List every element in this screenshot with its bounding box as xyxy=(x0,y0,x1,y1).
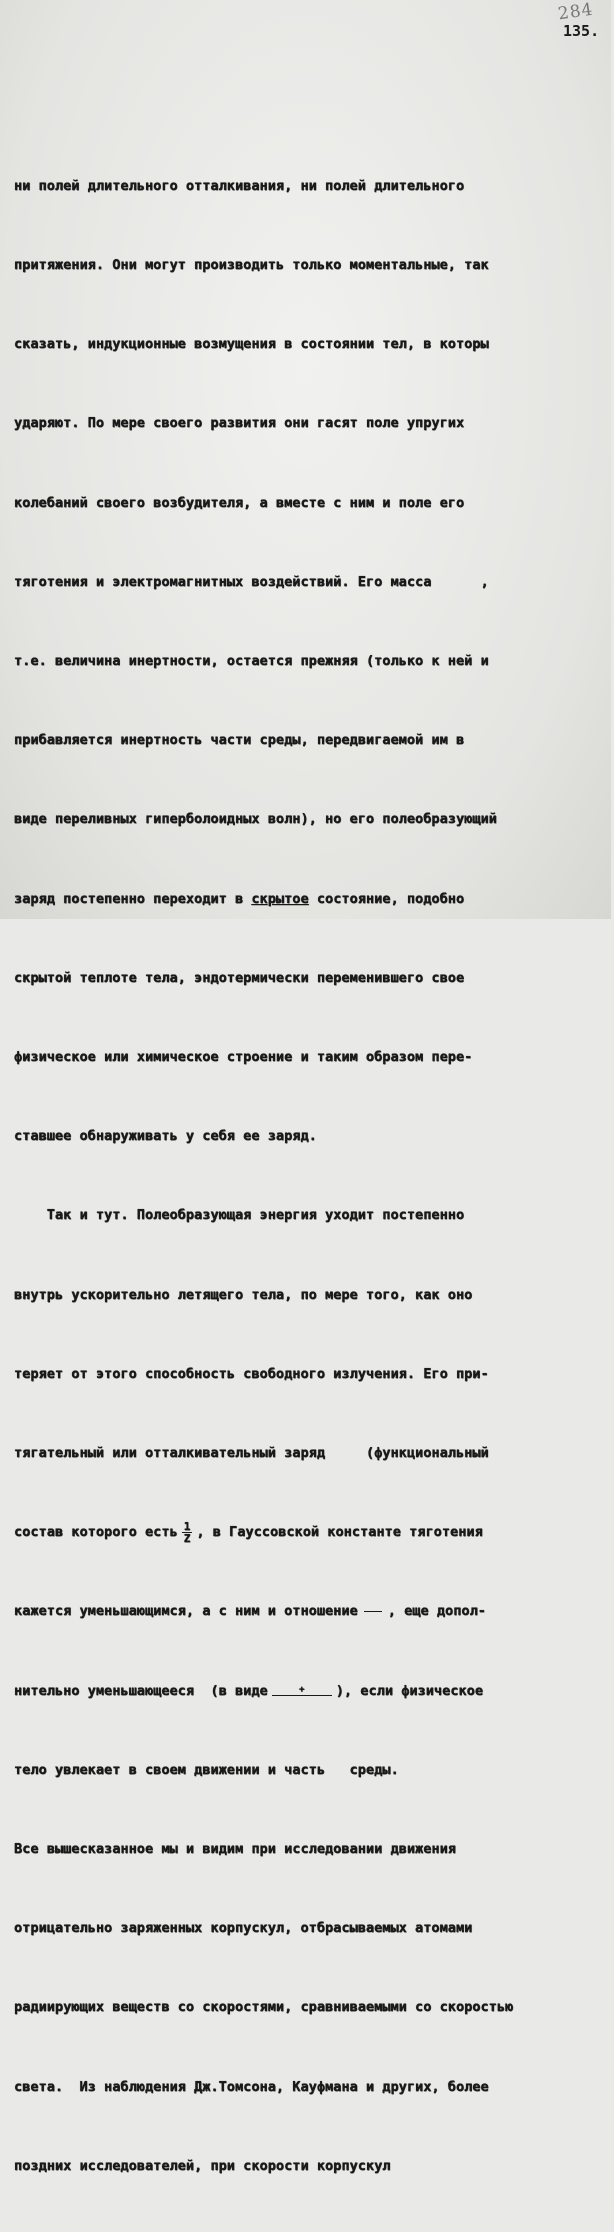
text-line: радиирующих веществ со скоростями, сравниваемыми со скоростью xyxy=(14,1999,514,2016)
text-fragment: заряд постепенно переходит в xyxy=(14,890,252,907)
fraction-denominator: Z xyxy=(183,1531,191,1545)
page-number: 135. xyxy=(563,22,600,40)
text-line: отрицательно заряженных корпускул, отбрасываемых атомами xyxy=(14,1920,473,1937)
body-text xyxy=(14,120,614,2232)
text-line: тяготения и электромагнитных воздействий. Его масса , xyxy=(14,573,489,590)
text-line: теряет от этого способность свободного излучения. Его при- xyxy=(14,1365,489,1382)
text-line: тело увлекает в своем движении и часть среды. xyxy=(14,1761,399,1778)
text-line: сказать, индукционные возмущения в состоянии тел, в которы xyxy=(14,336,489,353)
text-line: света. Из наблюдения Дж.Томсона, Кауфмана и других, более xyxy=(14,2078,489,2095)
text-line: ударяют. По мере своего развития они гасят поле упругих xyxy=(14,415,465,432)
text-line: Все вышесказанное мы и видим при исследовании движения xyxy=(14,1841,456,1858)
blank-fraction-line: + xyxy=(272,1686,332,1696)
text-fragment: ), если физическое xyxy=(335,1682,484,1699)
text-fragment: состав которого есть xyxy=(14,1524,178,1541)
text-line: поздних исследователей, при скорости корпускул xyxy=(14,2157,391,2174)
text-fragment: , еще допол- xyxy=(387,1603,486,1620)
underlined-word: скрытое xyxy=(251,890,309,907)
text-fragment: кажется уменьшающимся, а с ним и отношение xyxy=(14,1603,358,1620)
text-line: Так и тут. Полеобразующая энергия уходит постепенно xyxy=(14,1207,465,1224)
text-line: внутрь ускорительно летящего тела, по мере того, как оно xyxy=(14,1286,473,1303)
text-line: тягательный или отталкивательный заряд (функциональный xyxy=(14,1445,489,1462)
text-line: ни полей длительного отталкивания, ни полей длительного xyxy=(14,177,465,194)
text-line: физическое или химическое строение и таким образом пере- xyxy=(14,1049,473,1066)
text-line xyxy=(14,886,614,912)
text-line: виде переливных гиперболоидных волн), но его полеобразующий xyxy=(14,811,497,828)
blank-dash xyxy=(364,1611,382,1612)
text-line xyxy=(14,1519,614,1545)
text-line xyxy=(14,1678,614,1704)
archive-number: 284 xyxy=(556,0,595,25)
text-line: т.е. величина инертности, остается прежняя (только к ней и xyxy=(14,653,489,670)
fraction xyxy=(182,1521,193,1544)
text-line: ставшее обнаруживать у себя ее заряд. xyxy=(14,1128,317,1145)
text-line: притяжения. Они могут производить только моментальные, так xyxy=(14,257,489,274)
text-fragment: состояние, подобно xyxy=(308,890,465,907)
fraction-numerator: 1 xyxy=(183,1519,191,1533)
text-fragment: , в Гауссовской константе тяготения xyxy=(196,1524,483,1541)
text-line xyxy=(14,1598,614,1624)
text-line: скрытой теплоте тела, эндотермически переменившего свое xyxy=(14,969,465,986)
text-line: колебаний своего возбудителя, а вместе с ним и поле его xyxy=(14,494,465,511)
text-line: прибавляется инертность части среды, передвигаемой им в xyxy=(14,732,465,749)
text-fragment: нительно уменьшающееся (в виде xyxy=(14,1682,268,1699)
